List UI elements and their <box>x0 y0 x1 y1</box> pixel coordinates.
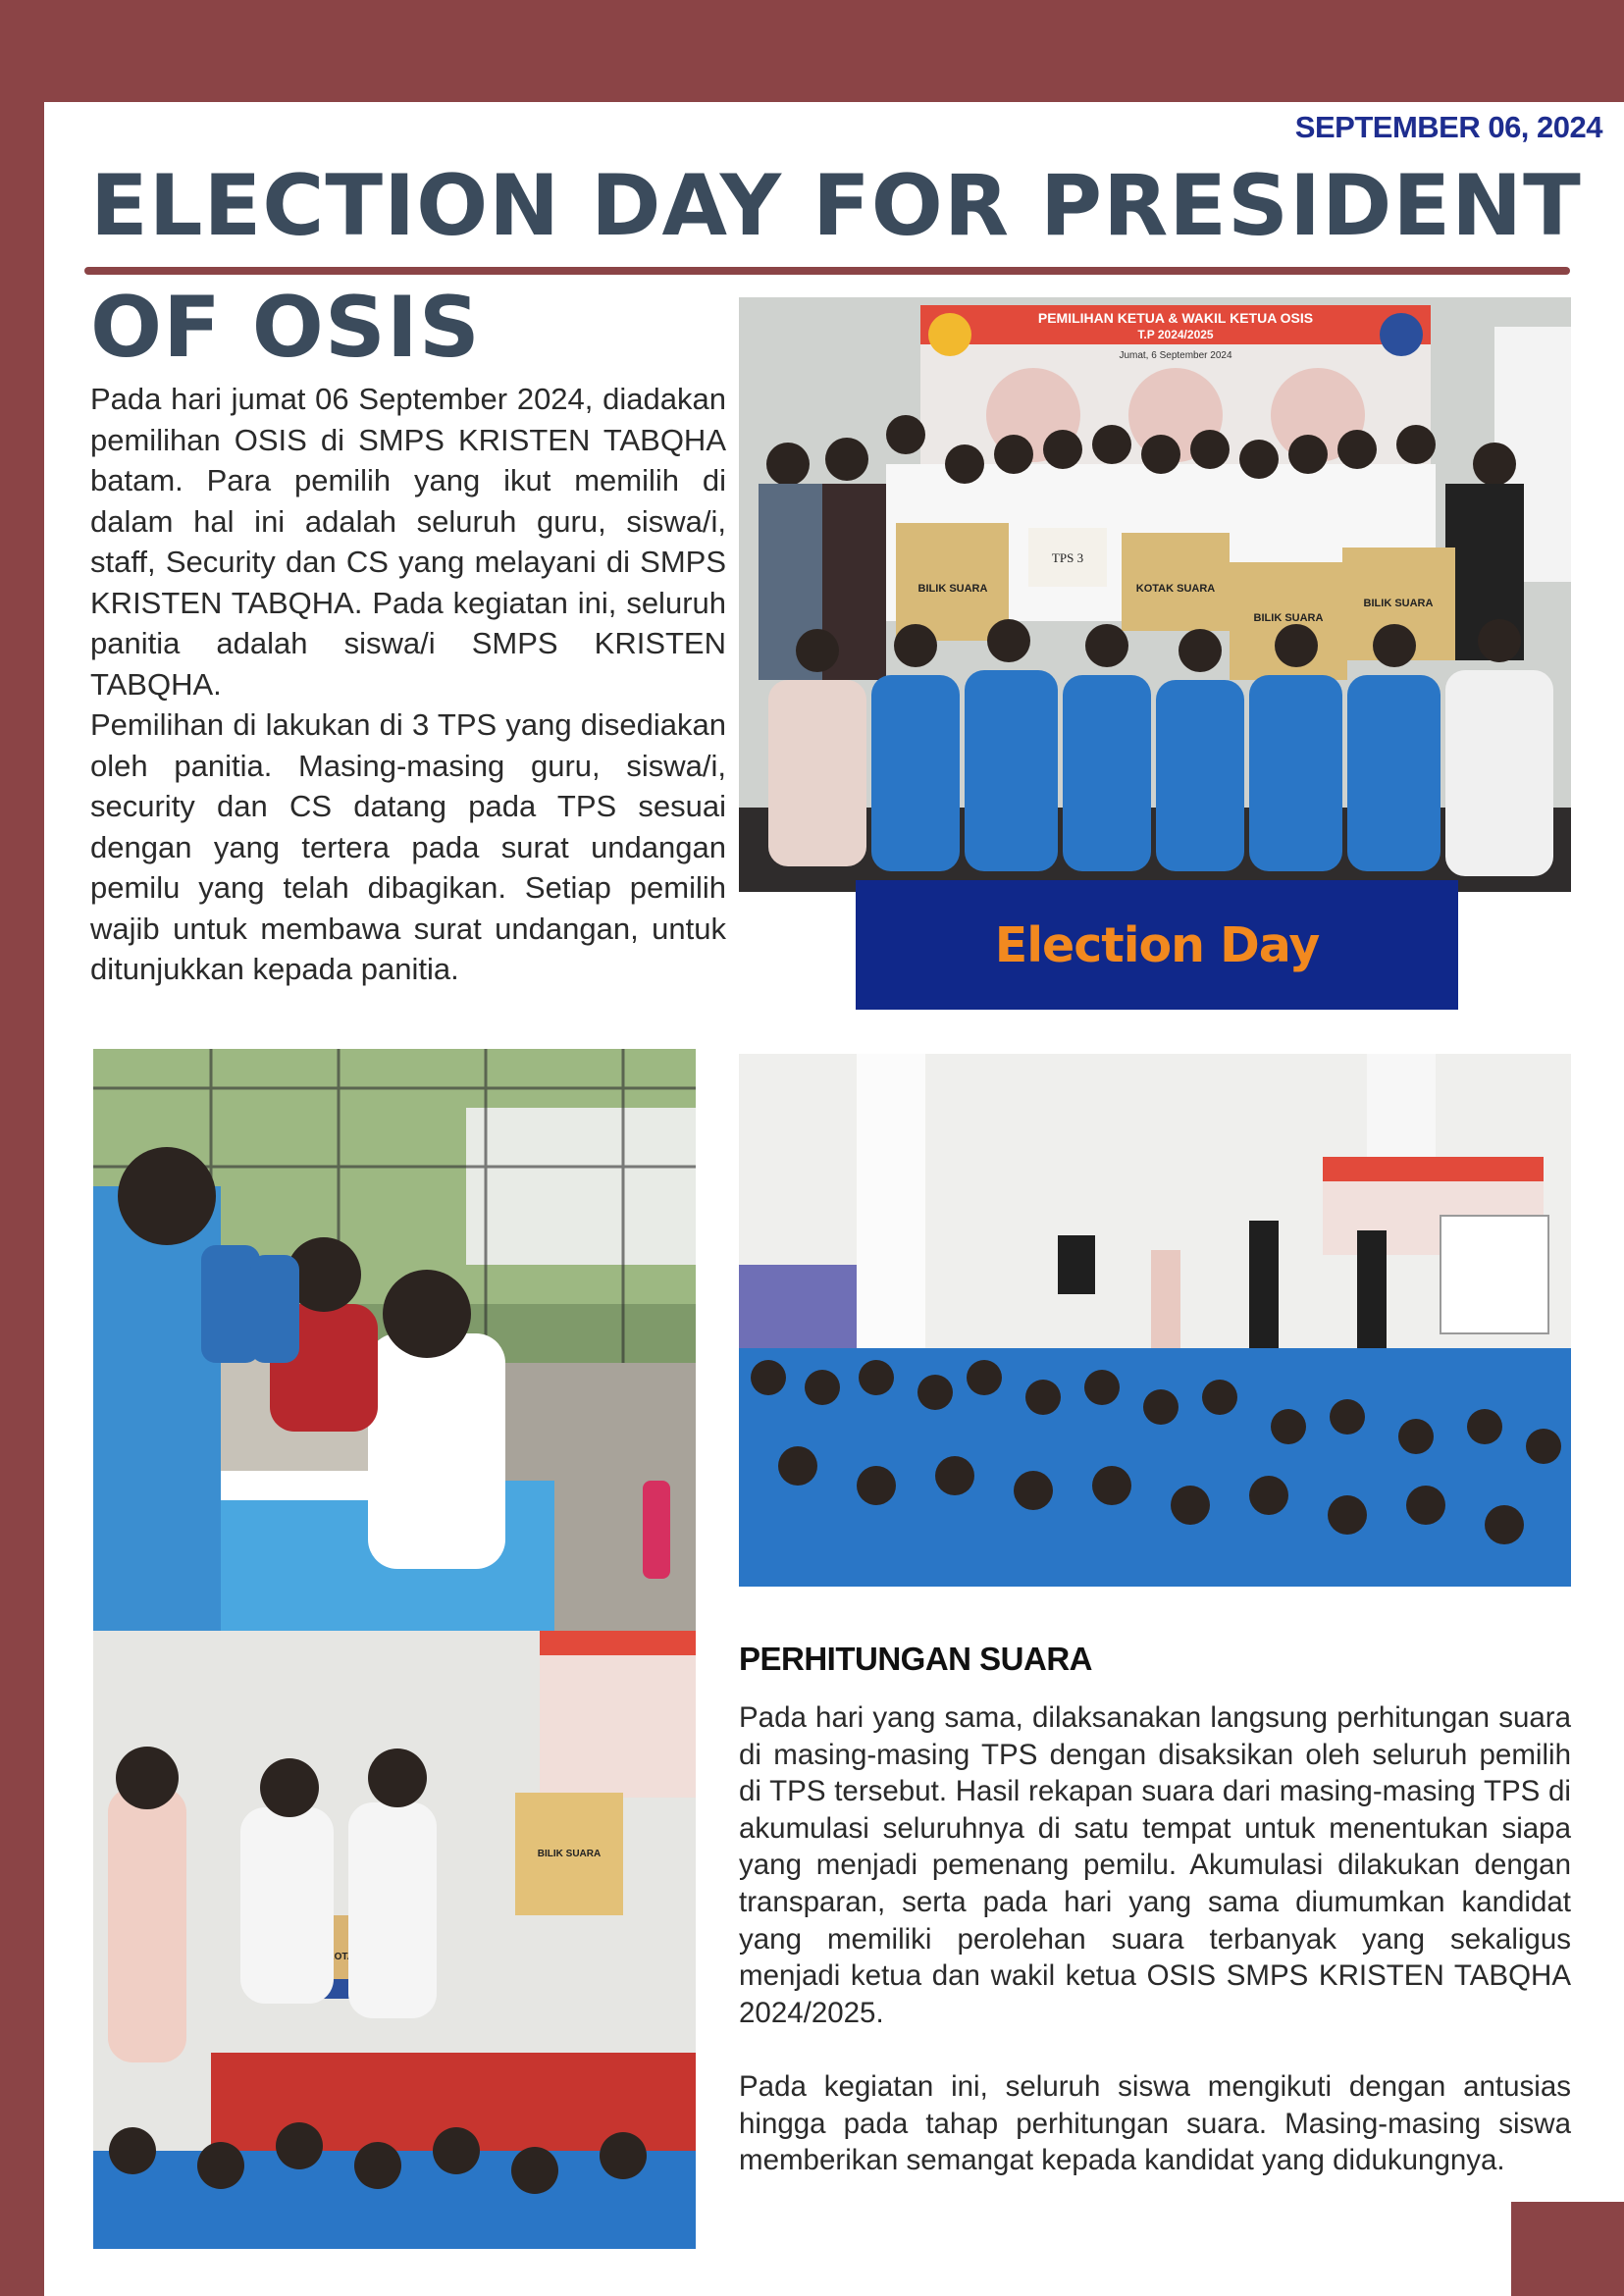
vote-counting-photo <box>93 1631 696 2249</box>
issue-date: SEPTEMBER 06, 2024 <box>1294 110 1602 144</box>
banner-sign-period: T.P 2024/2025 <box>1137 328 1214 341</box>
corner-decoration <box>1511 2202 1624 2296</box>
election-day-label: Election Day <box>994 916 1320 973</box>
intro-paragraph-1: Pada hari jumat 06 September 2024, diadakan pemilihan OSIS di SMPS KRISTEN TABQHA batam. Para pemilih yang ikut memilih di dalam hal ini adalah seluruh guru, siswa/i, staff, Security dan CS yang melayani di SMPS KRISTEN TABQHA. Pada kegiatan ini, seluruh panitia adalah siswa/i SMPS KRISTEN TABQHA. <box>90 382 726 702</box>
photo4-ballot-label: BILIK SUARA <box>537 1849 602 1859</box>
count-paragraph-2: Pada kegiatan ini, seluruh siswa mengikuti dengan antusias hingga pada tahap perhitungan suara. Masing-masing siswa memberikan semangat kepada kandidat yang didukungnya. <box>739 2069 1571 2177</box>
headline-divider <box>84 267 1570 275</box>
headline-line-1: ELECTION DAY FOR PRESIDENT <box>90 157 1582 255</box>
ballot-box-label-3: BILIK SUARA <box>1253 612 1324 624</box>
voting-table-photo <box>93 1049 696 1631</box>
section-heading: PERHITUNGAN SUARA <box>739 1641 1093 1677</box>
ballot-box-label-4: BILIK SUARA <box>1363 598 1434 609</box>
group-photo <box>739 297 1571 892</box>
banner-sign-date: Jumat, 6 September 2024 <box>1119 350 1232 361</box>
intro-article <box>90 379 726 990</box>
intro-paragraph-2: Pemilihan di lakukan di 3 TPS yang disediakan oleh panitia. Masing-masing guru, siswa/i, security dan CS datang pada TPS sesuai dengan yang tertera pada surat undangan pemilu yang telah dibagikan. Setiap pemilih wajib untuk membawa surat undangan, untuk ditunjukkan kepada panitia. <box>90 707 726 986</box>
photo4-kotak-label: KOTAK <box>327 1952 362 1962</box>
hall-assembly-photo <box>739 1054 1571 1587</box>
headline-line-2: OF OSIS <box>90 279 481 377</box>
ballot-box-label-1: BILIK SUARA <box>917 583 988 595</box>
count-paragraph-1: Pada hari yang sama, dilaksanakan langsung perhitungan suara di masing-masing TPS dengan disaksikan oleh seluruh pemilih di TPS tersebut. Hasil rekapan suara dari masing-masing TPS di akumulasi seluruhnya di satu tempat untuk menentukan siapa yang menjadi pemenang pemilu. Akumulasi dilakukan dengan transparan, serta pada hari yang sama diumumkan kandidat yang memiliki perolehan suara terbanyak yang sekaligus menjadi ketua dan wakil ketua OSIS SMPS KRISTEN TABQHA 2024/2025. <box>739 1701 1571 2029</box>
vote-count-article <box>739 1699 1571 2216</box>
election-day-banner <box>856 880 1458 1010</box>
ballot-box-label-2: KOTAK SUARA <box>1135 583 1216 595</box>
ballot-box-label-tps: TPS 3 <box>1051 550 1084 565</box>
banner-sign-title: PEMILIHAN KETUA & WAKIL KETUA OSIS <box>1037 310 1314 326</box>
